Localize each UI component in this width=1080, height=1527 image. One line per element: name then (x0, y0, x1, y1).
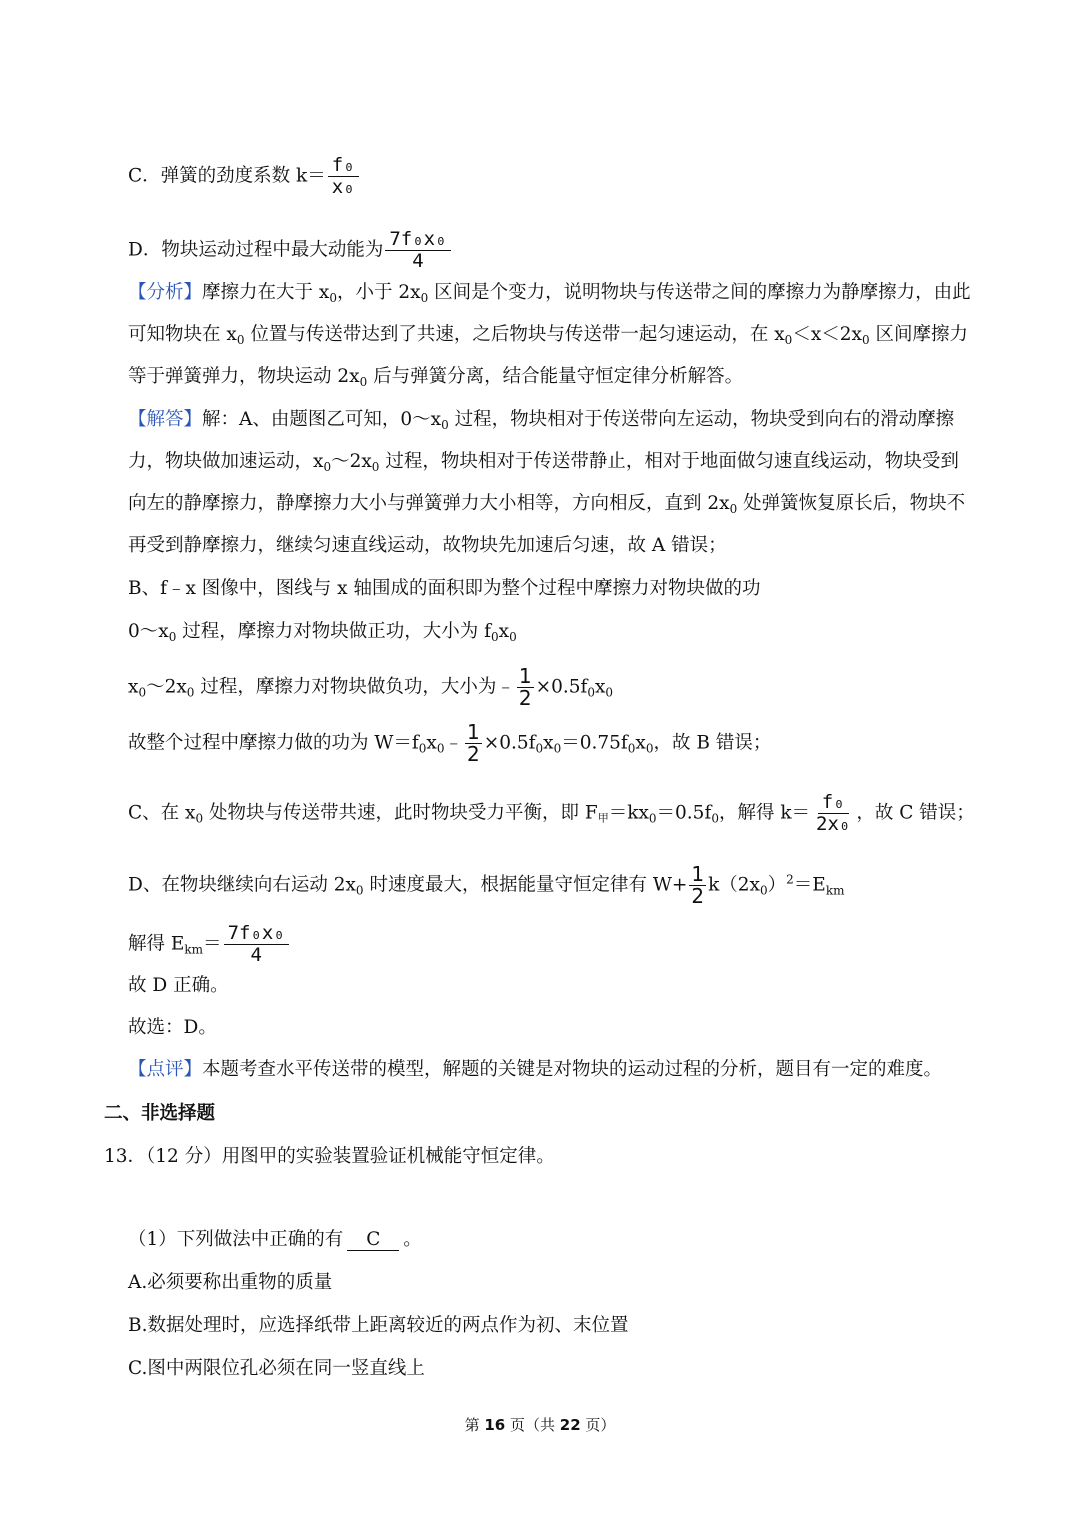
fraction-c: $\frac{\text{f₀}}{\text{x₀}}$ (328, 155, 359, 198)
solution-line-b1: B、f﹣x 图像中，图线与 x 轴围成的面积即为整个过程中摩擦力对物块做的功 (128, 578, 761, 599)
question-13: 13．（12 分）用图甲的实验装置验证机械能守恒定律。 (104, 1146, 555, 1167)
option-a: A.必须要称出重物的质量 (128, 1272, 333, 1293)
solution-line-d1: D、在物块继续向右运动 $2x_0$ 时速度最大，根据能量守恒定律有 W+ $\frac{1}{2}$ $k(2x_0)^2=E_{km}$ (128, 862, 845, 908)
page-footer: 第 16 页（共 22 页） (464, 1416, 616, 1434)
fraction-ekm: $\frac{\text{7f₀x₀}}{4}$ (224, 923, 289, 966)
comment-tag: 【点评】 (128, 1059, 203, 1080)
solution-line-d4: 故选：D。 (128, 1017, 217, 1038)
fraction-d: $\frac{\text{7f₀x₀}}{4}$ (385, 229, 450, 272)
solution-line-a1: 【解答】解：A、由题图乙可知，$0\sim x_0$ 过程，物块相对于传送带向左运动，物块受到向右的滑动摩擦 (128, 409, 955, 432)
option-c: C．弹簧的劲度系数 k＝ $\frac{\text{f₀}}{\text{x₀}}$ (128, 155, 984, 198)
solution-line-a2: 力，物块做加速运动，$x_0\sim 2x_0$ 过程，物块相对于传送带静止，相对于地面做匀速直线运动，物块受到 (128, 451, 959, 474)
solution-line-a4: 再受到静摩擦力，继续匀速直线运动，故物块先加速后匀速，故 A 错误； (128, 535, 727, 556)
solution-tag: 【解答】 (128, 409, 203, 430)
solution-line-d2: 解得 $E_{km}=$ $\frac{\text{7f₀x₀}}{4}$ (128, 923, 984, 966)
solution-line-b2: $0\sim x_0$ 过程，摩擦力对物块做正功，大小为 $f_0x_0$ (128, 621, 517, 644)
solution-line-b3: $x_0\sim 2x_0$ 过程，摩擦力对物块做负功，大小为﹣ $\frac{1}{2}$ $\times 0.5f_0x_0$ (128, 664, 614, 710)
analysis-line-3: 等于弹簧弹力，物块运动 $2x_0$ 后与弹簧分离，结合能量守恒定律分析解答。 (128, 366, 744, 389)
question-13-part-1: （1）下列做法中正确的有 C 。 (128, 1229, 422, 1250)
fraction-half: $\frac{1}{2}$ (691, 862, 705, 908)
analysis-tag: 【分析】 (128, 282, 203, 303)
analysis-line-1: 【分析】摩擦力在大于 $x_0$，小于 $2x_0$ 区间是个变力，说明物块与传送带之间的摩擦力为静摩擦力，由此 (128, 282, 971, 305)
option-c-13: C.图中两限位孔必须在同一竖直线上 (128, 1358, 425, 1379)
solution-line-c1: C、在 $x_0$ 处物块与传送带共速，此时物块受力平衡，即 F甲$=kx_0=0.5f_0$，解得 k＝ $\frac{\text{f₀}}{\text{2x₀}}$ ，故 C 错误； (128, 791, 975, 835)
option-b: B.数据处理时，应选择纸带上距离较近的两点作为初、末位置 (128, 1315, 629, 1336)
fraction-half: $\frac{1}{2}$ (518, 664, 532, 710)
option-d: D．物块运动过程中最大动能为 $\frac{\text{7f₀x₀}}{4}$ (128, 229, 984, 272)
analysis-line-2: 可知物块在 $x_0$ 位置与传送带达到了共速，之后物块与传送带一起匀速运动，在 $x_0<x<2x_0$ 区间摩擦力 (128, 324, 968, 347)
solution-line-a3: 向左的静摩擦力，静摩擦力大小与弹簧弹力大小相等，方向相反，直到 $2x_0$ 处弹簧恢复原长后，物块不 (128, 493, 966, 516)
fraction-half: $\frac{1}{2}$ (466, 720, 480, 766)
comment-line: 【点评】本题考查水平传送带的模型，解题的关键是对物块的运动过程的分析，题目有一定的难度。 (128, 1059, 943, 1080)
solution-line-b4: 故整个过程中摩擦力做的功为 $W=f_0x_0﹣$ $\frac{1}{2}$ $\times 0.5f_0x_0=0.75f_0x_0$，故 B 错误； (128, 720, 772, 766)
fraction-c-solution: $\frac{\text{f₀}}{\text{2x₀}}$ (816, 791, 851, 835)
section-heading: 二、非选择题 (104, 1103, 216, 1124)
answer-blank: C (347, 1230, 399, 1251)
solution-line-d3: 故 D 正确。 (128, 975, 229, 996)
